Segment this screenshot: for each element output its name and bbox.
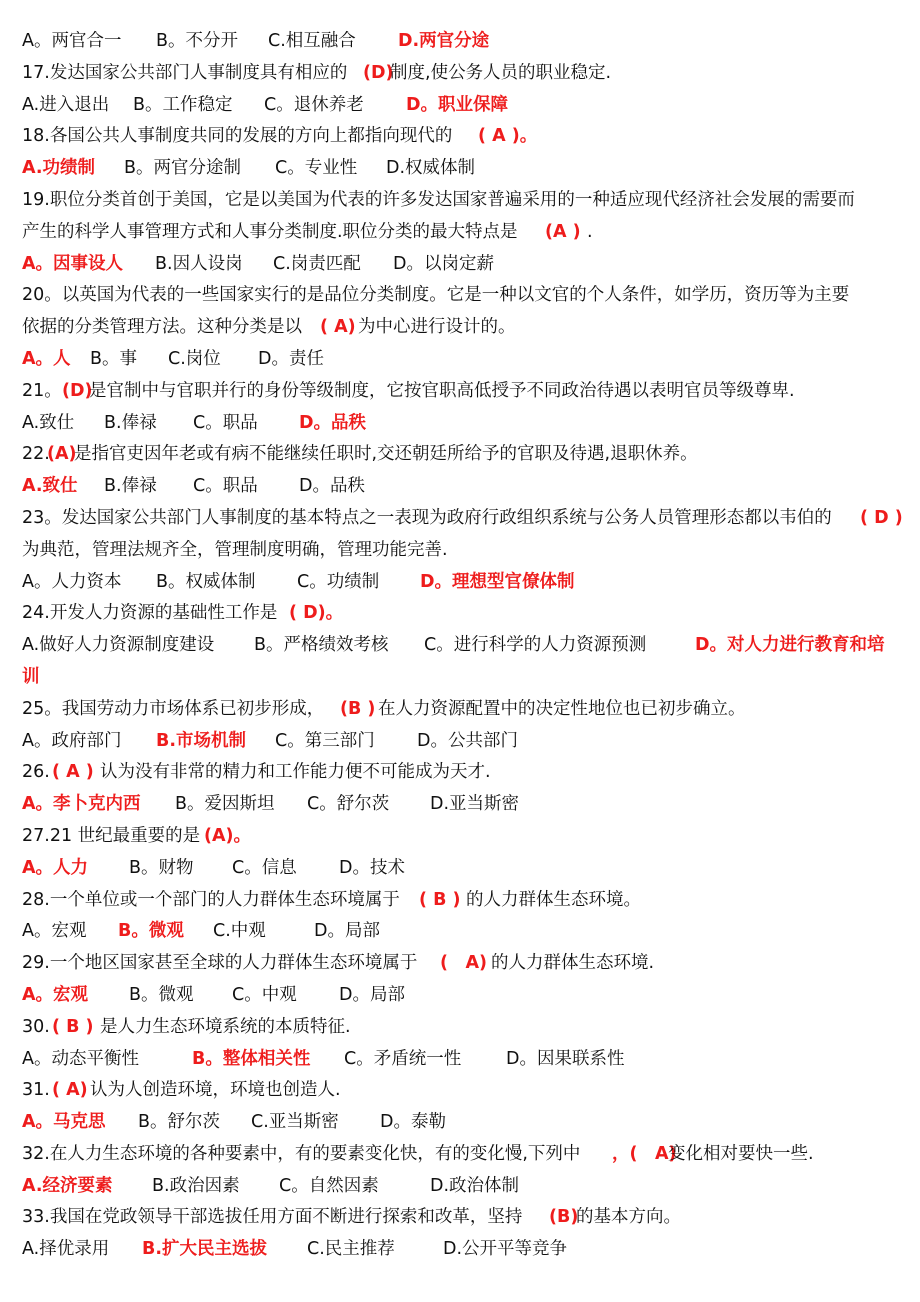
text-line xyxy=(22,1075,902,1107)
text-line xyxy=(22,885,902,917)
answer-text: A。因事设人 xyxy=(22,253,124,274)
line-text: C.亚当斯密 xyxy=(251,1112,339,1133)
line-text: C.相互融合 xyxy=(268,31,356,51)
line-text: A。动态平衡性 xyxy=(22,1048,139,1069)
line-text: B.政治因素 xyxy=(152,1175,240,1196)
line-text: 31. xyxy=(22,1080,50,1101)
answer-text: D。职业保障 xyxy=(406,94,509,115)
text-line xyxy=(22,853,902,885)
answer-text: (D) xyxy=(363,62,394,83)
answer-text: (A ) xyxy=(545,221,581,242)
line-text: 制度,使公务人员的职业稳定. xyxy=(390,62,612,83)
line-text: D。局部 xyxy=(314,921,380,942)
line-text: C。中观 xyxy=(232,984,297,1005)
line-text: D。技术 xyxy=(339,857,405,878)
text-line xyxy=(22,694,902,726)
answer-text: D.两官分途 xyxy=(398,31,490,51)
line-text: 是官制中与官职并行的身份等级制度，它按官职高低授予不同政治待遇以表明官员等级尊卑. xyxy=(89,380,795,401)
line-text: 23。发达国家公共部门人事制度的基本特点之一表现为政府行政组织系统与公务人员管理形态都以韦伯的 xyxy=(22,507,832,528)
line-text: 的人力群体生态环境。 xyxy=(466,889,641,910)
answer-text: ( D)。 xyxy=(289,603,344,624)
text-line xyxy=(22,662,902,694)
line-text: C。自然因素 xyxy=(279,1175,379,1196)
text-line xyxy=(22,376,902,408)
line-text: 为中心进行设计的。 xyxy=(358,317,516,338)
text-line xyxy=(22,948,902,980)
answer-text: A.功绩制 xyxy=(22,158,96,179)
line-text: D。泰勒 xyxy=(380,1112,446,1133)
line-text: C。矛盾统一性 xyxy=(344,1048,462,1069)
answer-text: A。马克思 xyxy=(22,1112,106,1133)
line-text: B。爱因斯坦 xyxy=(175,794,275,815)
text-line xyxy=(22,312,902,344)
text-line xyxy=(22,1202,902,1234)
line-text: A。两官合一 xyxy=(22,31,122,51)
line-text: D。品秩 xyxy=(299,476,365,497)
text-line xyxy=(22,121,902,153)
line-text: C.民主推荐 xyxy=(307,1239,395,1260)
line-text: 24.开发人力资源的基础性工作是 xyxy=(22,603,278,624)
text-line xyxy=(22,1012,902,1044)
line-text: B.俸禄 xyxy=(104,476,157,497)
answer-text: 训 xyxy=(22,666,40,687)
line-text: 18.各国公共人事制度共同的发展的方向上都指向现代的 xyxy=(22,126,453,147)
line-text: B。财物 xyxy=(129,857,194,878)
line-text: 的人力群体生态环境. xyxy=(491,953,655,974)
line-text: D。因果联系性 xyxy=(506,1048,625,1069)
text-line xyxy=(22,503,902,535)
text-line xyxy=(22,980,902,1012)
answer-text: B.扩大民主选拔 xyxy=(142,1239,267,1260)
line-text: 17.发达国家公共部门人事制度具有相应的 xyxy=(22,62,348,83)
text-line xyxy=(22,408,902,440)
line-text: A。人力资本 xyxy=(22,571,122,592)
line-text: 认为人创造环境，环境也创造人. xyxy=(90,1080,341,1101)
text-line xyxy=(22,344,902,376)
text-line xyxy=(22,916,902,948)
line-text: 是指官吏因年老或有病不能继续任职时,交还朝廷所给予的官职及待遇,退职休养。 xyxy=(74,444,698,465)
line-text: B。两官分途制 xyxy=(124,158,242,179)
answer-text: (A)。 xyxy=(204,825,252,846)
line-text: 的基本方向。 xyxy=(576,1207,681,1228)
line-text: C。职品 xyxy=(193,412,258,433)
line-text: A.进入退出 xyxy=(22,94,110,115)
text-line xyxy=(22,439,902,471)
text-line xyxy=(22,789,902,821)
line-text: B。工作稳定 xyxy=(133,94,233,115)
answer-text: A.致仕 xyxy=(22,476,78,497)
line-text: A.致仕 xyxy=(22,412,75,433)
text-line xyxy=(22,185,902,217)
line-text: 28.一个单位或一个部门的人力群体生态环境属于 xyxy=(22,889,400,910)
answer-text: B。整体相关性 xyxy=(192,1048,311,1069)
line-text: C.岗位 xyxy=(168,348,221,369)
line-text: 为典范，管理法规齐全，管理制度明确，管理功能完善. xyxy=(22,539,448,560)
answer-text: ，( A) xyxy=(612,1143,677,1164)
answer-text: ( B ) xyxy=(419,889,461,910)
line-text: D。以岗定薪 xyxy=(393,253,494,274)
text-line xyxy=(22,90,902,122)
answer-text: ( A) xyxy=(52,1080,88,1101)
text-line xyxy=(22,1107,902,1139)
line-text: 27.21 世纪最重要的是 xyxy=(22,825,201,846)
line-text: 19.职位分类首创于美国，它是以美国为代表的许多发达国家普遍采用的一种适应现代经济社会发展的需要而 xyxy=(22,189,855,210)
answer-text: (B) xyxy=(549,1207,579,1228)
line-text: C。退休养老 xyxy=(264,94,364,115)
answer-text: A。人 xyxy=(22,348,71,369)
line-text: C。进行科学的人力资源预测 xyxy=(424,635,647,656)
answer-text: (B ) xyxy=(340,698,376,719)
text-line xyxy=(22,249,902,281)
answer-text: ( B ) xyxy=(52,1016,94,1037)
line-text: C。专业性 xyxy=(275,158,358,179)
line-text: D。公共部门 xyxy=(417,730,518,751)
text-line xyxy=(22,1171,902,1203)
line-text: 认为没有非常的精力和工作能力便不可能成为天才. xyxy=(100,762,491,783)
document-body xyxy=(22,26,902,1266)
answer-text: B.市场机制 xyxy=(156,730,246,751)
answer-text: (A) xyxy=(47,444,77,465)
text-line xyxy=(22,1044,902,1076)
line-text: D.政治体制 xyxy=(430,1175,520,1196)
line-text: C.中观 xyxy=(213,921,266,942)
line-text: 20。以英国为代表的一些国家实行的是品位分类制度。它是一种以文官的个人条件，如学历，资历等为主要 xyxy=(22,285,850,306)
answer-text: ( A) xyxy=(440,953,488,974)
text-line xyxy=(22,26,902,58)
text-line xyxy=(22,726,902,758)
line-text: 在人力资源配置中的决定性地位也已初步确立。 xyxy=(378,698,746,719)
text-line xyxy=(22,598,902,630)
line-text: B。事 xyxy=(90,348,138,369)
line-text: 32.在人力生态环境的各种要素中，有的要素变化快，有的变化慢,下列中 xyxy=(22,1143,581,1164)
line-text: 变化相对要快一些. xyxy=(668,1143,814,1164)
text-line xyxy=(22,217,902,249)
text-line xyxy=(22,821,902,853)
line-text: A.做好人力资源制度建设 xyxy=(22,635,215,656)
line-text: B。严格绩效考核 xyxy=(254,635,389,656)
answer-text: D。品秩 xyxy=(299,412,367,433)
answer-text: ( A )。 xyxy=(478,126,538,147)
line-text: B.因人设岗 xyxy=(155,253,243,274)
line-text: B。微观 xyxy=(129,984,194,1005)
text-line xyxy=(22,153,902,185)
line-text: 26. xyxy=(22,762,50,783)
text-line xyxy=(22,535,902,567)
answer-text: D。理想型官僚体制 xyxy=(420,571,575,592)
line-text: B.俸禄 xyxy=(104,412,157,433)
line-text: D。局部 xyxy=(339,984,405,1005)
text-line xyxy=(22,757,902,789)
line-text: B。不分开 xyxy=(156,31,239,51)
line-text: 21。 xyxy=(22,380,62,401)
line-text: C。功绩制 xyxy=(297,571,380,592)
line-text: B。权威体制 xyxy=(156,571,256,592)
line-text: 29.一个地区国家甚至全球的人力群体生态环境属于 xyxy=(22,953,418,974)
line-text: C.岗责匹配 xyxy=(273,253,361,274)
answer-text: D。对人力进行教育和培 xyxy=(695,635,885,656)
line-text: . xyxy=(587,221,593,242)
line-text: 30. xyxy=(22,1016,50,1037)
line-text: C。职品 xyxy=(193,476,258,497)
line-text: 产生的科学人事管理方式和人事分类制度.职位分类的最大特点是 xyxy=(22,221,518,242)
line-text: D。责任 xyxy=(258,348,324,369)
line-text: 25。我国劳动力市场体系已初步形成， xyxy=(22,698,325,719)
answer-text: ( A) xyxy=(320,317,356,338)
answer-text: B。微观 xyxy=(118,921,184,942)
answer-text: A.经济要素 xyxy=(22,1175,113,1196)
line-text: A。宏观 xyxy=(22,921,87,942)
text-line xyxy=(22,471,902,503)
answer-text: ( D ) xyxy=(860,507,903,528)
answer-text: ( A ) xyxy=(52,762,94,783)
text-line xyxy=(22,1139,902,1171)
line-text: A.择优录用 xyxy=(22,1239,110,1260)
text-line xyxy=(22,567,902,599)
answer-text: A。李卜克内西 xyxy=(22,794,141,815)
line-text: 33.我国在党政领导干部选拔任用方面不断进行探索和改革，坚持 xyxy=(22,1207,523,1228)
line-text: C。信息 xyxy=(232,857,297,878)
line-text: 依据的分类管理方法。这种分类是以 xyxy=(22,317,302,338)
line-text: D.公开平等竞争 xyxy=(443,1239,568,1260)
line-text: D.亚当斯密 xyxy=(430,794,520,815)
line-text: 是人力生态环境系统的本质特征. xyxy=(100,1016,351,1037)
line-text: A。政府部门 xyxy=(22,730,122,751)
answer-text: A。人力 xyxy=(22,857,89,878)
answer-text: A。宏观 xyxy=(22,984,89,1005)
line-text: C。第三部门 xyxy=(275,730,375,751)
text-line xyxy=(22,1234,902,1266)
line-text: B。舒尔茨 xyxy=(138,1112,221,1133)
line-text: C。舒尔茨 xyxy=(307,794,390,815)
text-line xyxy=(22,280,902,312)
text-line xyxy=(22,630,902,662)
line-text: D.权威体制 xyxy=(386,158,476,179)
text-line xyxy=(22,58,902,90)
line-text: 22. xyxy=(22,444,50,465)
answer-text: (D) xyxy=(62,380,93,401)
